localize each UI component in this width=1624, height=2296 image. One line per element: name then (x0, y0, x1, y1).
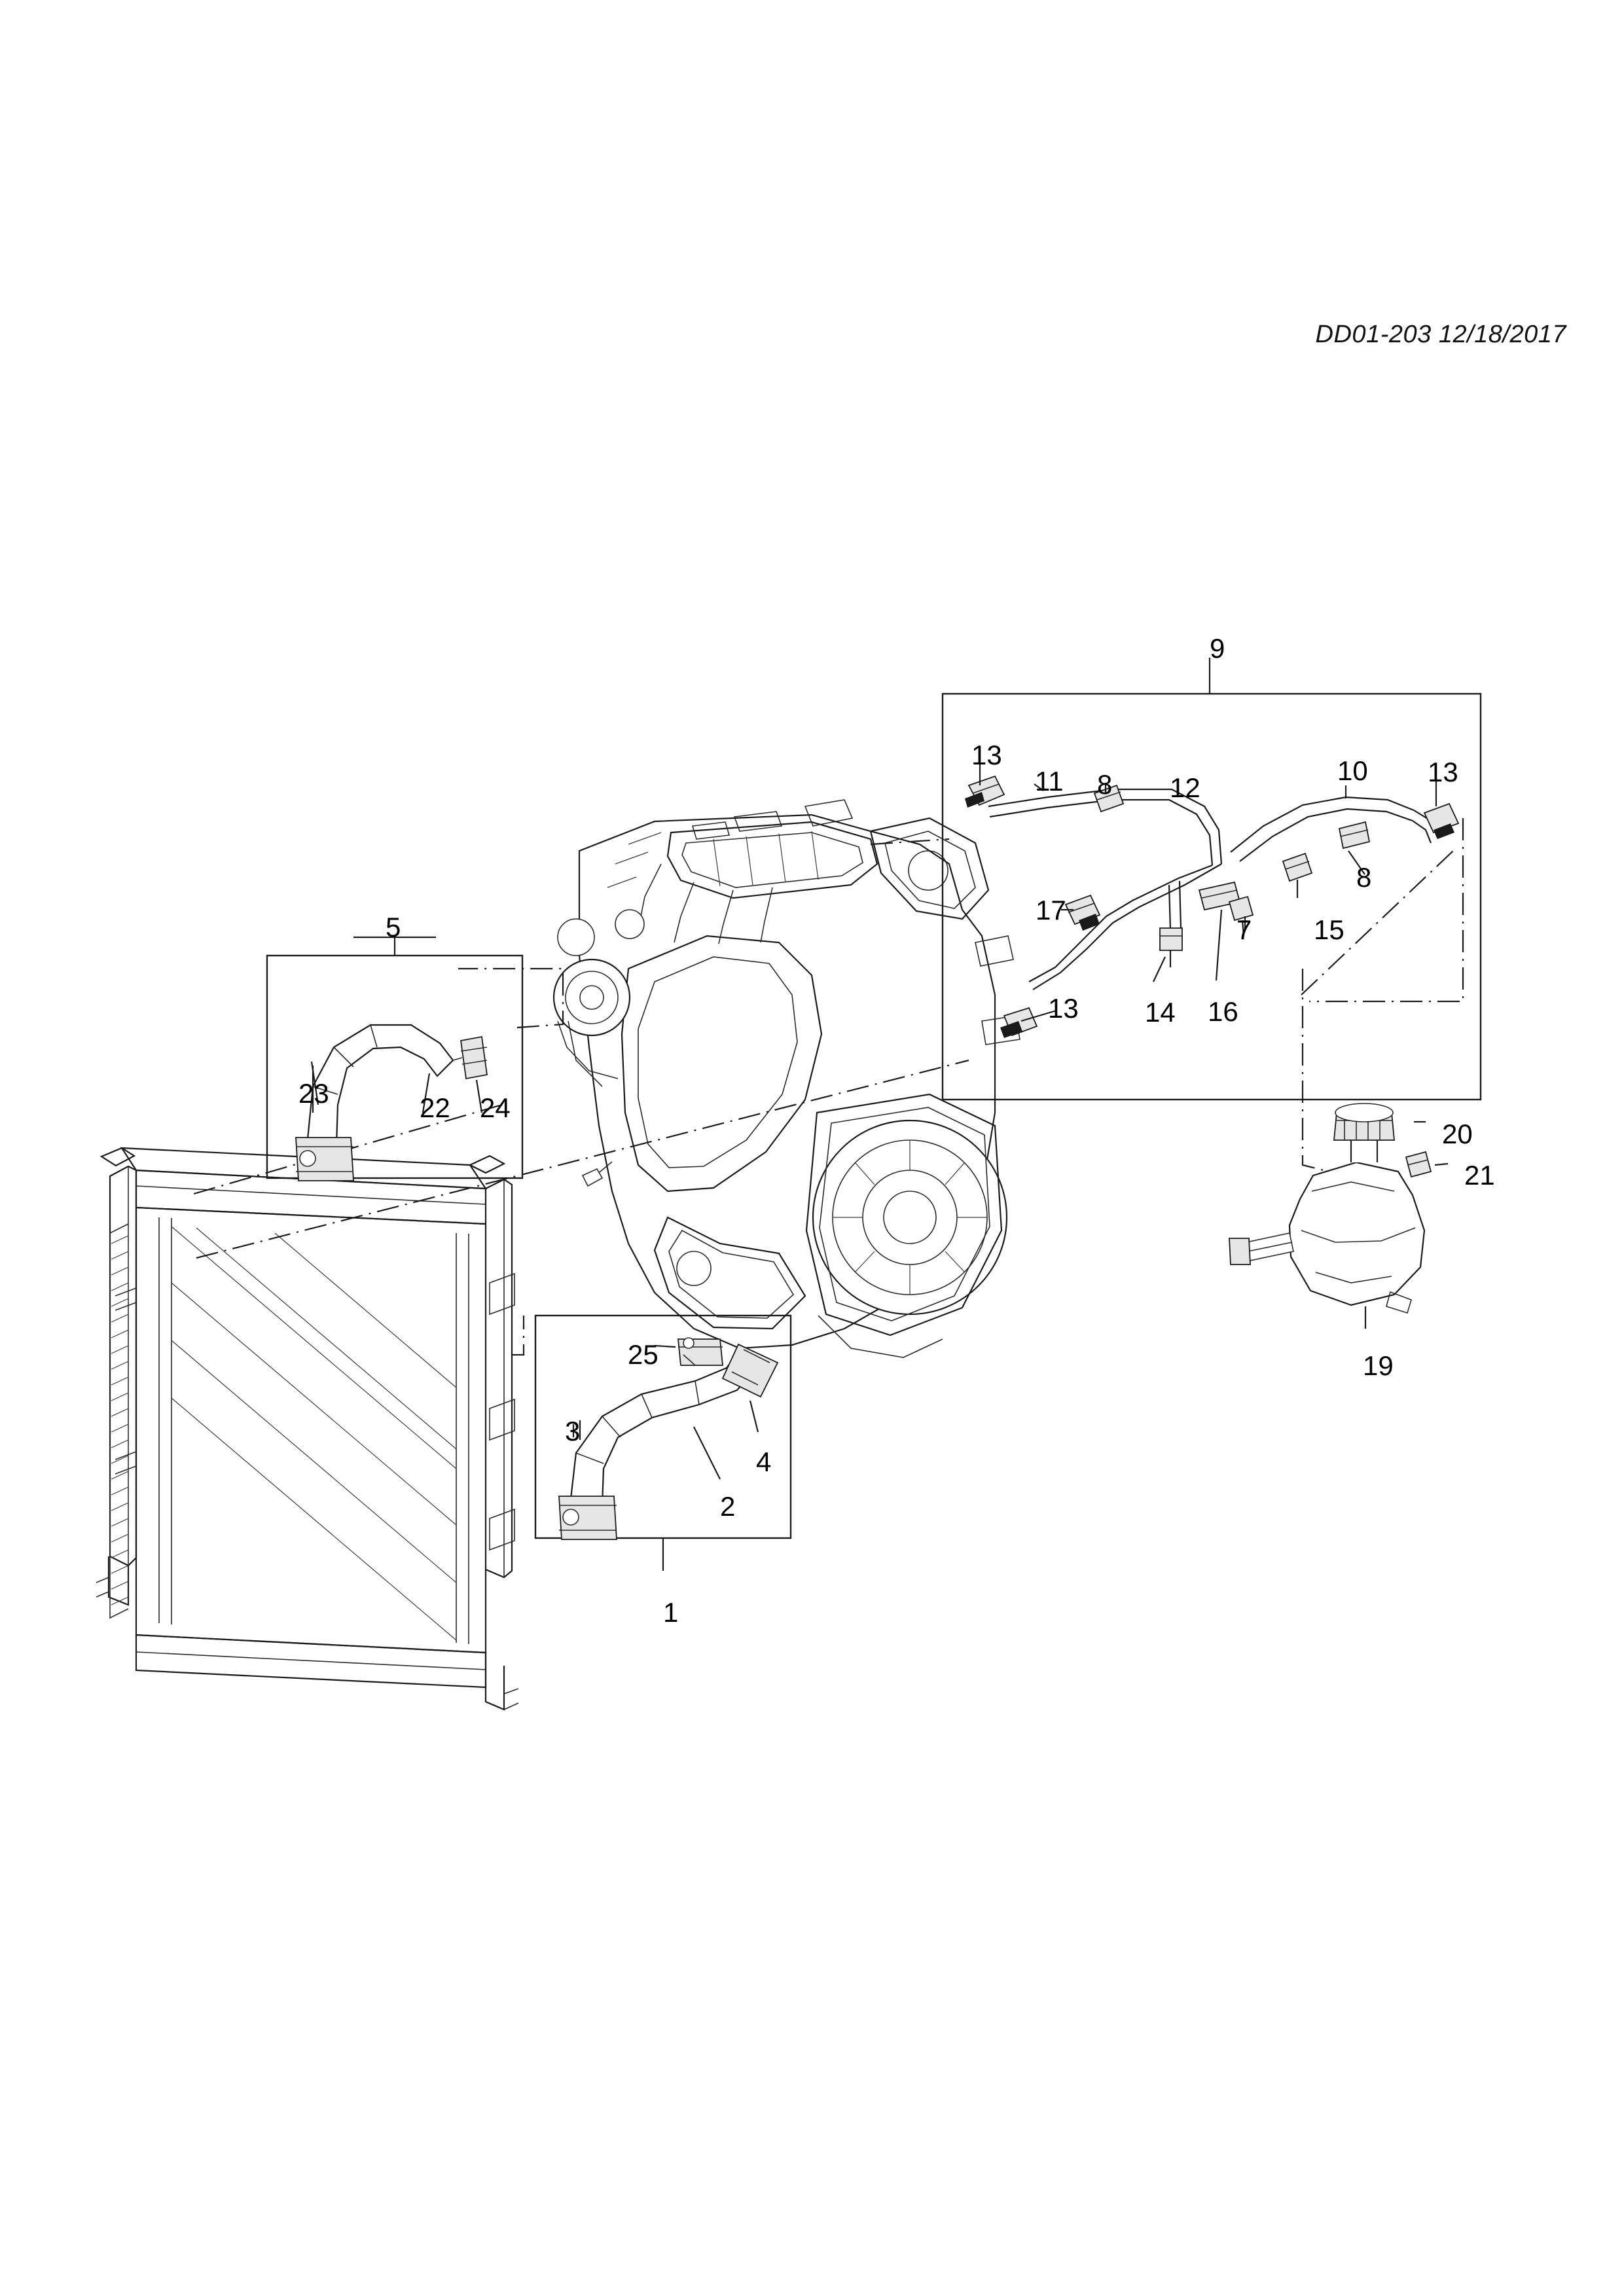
callout-7: 7 (1236, 914, 1252, 945)
callout-14: 14 (1145, 997, 1176, 1028)
callout-13-b: 13 (1428, 757, 1458, 787)
callout-2: 2 (720, 1491, 736, 1522)
callout-13-a: 13 (971, 740, 1002, 770)
callout-24: 24 (480, 1092, 511, 1123)
callout-23: 23 (298, 1078, 329, 1109)
callout-1: 1 (663, 1597, 679, 1628)
callout-5: 5 (386, 912, 401, 942)
callout-13-c: 13 (1048, 993, 1079, 1024)
engine-assembly (554, 800, 1020, 1357)
callout-10: 10 (1337, 755, 1368, 786)
callout-22: 22 (420, 1092, 450, 1123)
group-5-box (267, 937, 522, 1181)
callout-8-left: 8 (1097, 769, 1113, 800)
callout-19: 19 (1363, 1350, 1394, 1381)
callout-17: 17 (1036, 895, 1066, 925)
callout-21: 21 (1464, 1160, 1495, 1191)
group-9-box (943, 658, 1481, 1100)
callout-20: 20 (1442, 1119, 1473, 1149)
callout-4: 4 (756, 1446, 772, 1477)
callout-16: 16 (1208, 996, 1238, 1027)
assembly-reference-lines (194, 818, 1463, 1355)
callout-25: 25 (628, 1339, 659, 1370)
callout-3: 3 (565, 1416, 581, 1446)
callout-15: 15 (1314, 914, 1344, 945)
callout-12: 12 (1170, 772, 1200, 803)
callout-8-right: 8 (1356, 862, 1372, 893)
callout-11: 11 (1035, 766, 1064, 797)
callout-9: 9 (1210, 633, 1225, 664)
radiator-assembly (96, 1148, 518, 1710)
document-code-date: DD01-203 12/18/2017 (1315, 321, 1566, 348)
surge-tank-assembly (1229, 1103, 1448, 1329)
